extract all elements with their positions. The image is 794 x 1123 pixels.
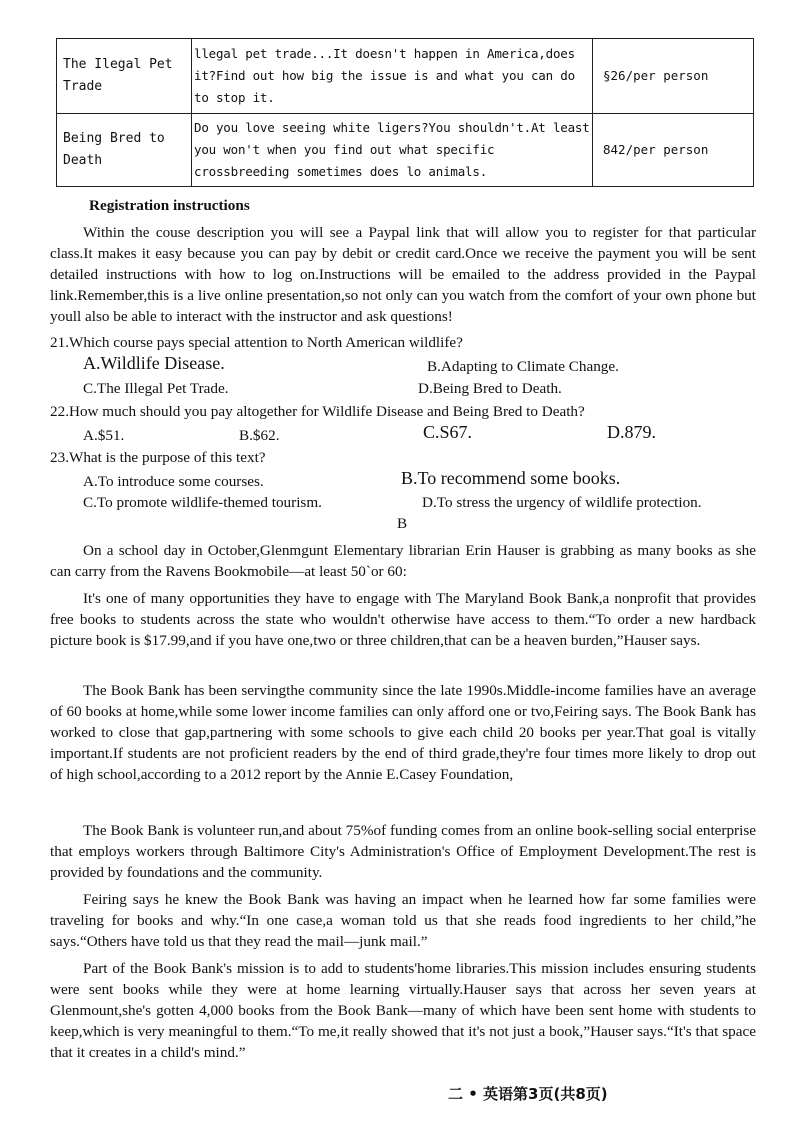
- passage-paragraph: The Book Bank is volunteer run,and about 75%of funding comes from an online book-selling social enterprise that employs workers through Baltimore City's Administration's Office of Employment Development.The rest is provided by foundations and the community.: [50, 822, 756, 881]
- course-row: [57, 39, 754, 114]
- registration-body: Within the couse description you will see a Paypal link that will allow you to register for that particular class.It makes it easy because you can pay by debit or credit card.Once we receive the payment you will be sent detailed instructions with how to log on.Instructions will be emailed to the address provided in the Paypal link.Remember,this is a live online presentation,so not only can you watch from the comfort of your own phone but youll also be able to interact with the instructor and ask questions!: [50, 224, 756, 325]
- course-description: llegal pet trade...It doesn't happen in America,does it?Find out how big the issue is and what you can do to stop it.: [192, 39, 593, 114]
- page-footer: 二 • 英语第3页(共8页): [448, 1085, 608, 1103]
- question-22-option-c: C.S67.: [423, 422, 473, 442]
- passage-paragraph: Part of the Book Bank's mission is to add to students'home libraries.This mission includes ensuring students were sent books while they were at home learning virtually.Hauser says that across her seven years at Glenmount,she's gotten 4,000 books from the Book Bank—many of which have been sent home with students to keep,which is very meaningful to them.“To me,it really showed that it's not just a book,”Hauser says.“It's that space that it creates in a child's mind.”: [50, 960, 756, 1061]
- question-22-option-a: A.$51.: [83, 427, 125, 444]
- section-label: B: [397, 515, 408, 532]
- course-row: [57, 114, 754, 187]
- question-23-option-c: C.To promote wildlife-themed tourism.: [83, 494, 322, 511]
- question-21-option-c: C.The Illegal Pet Trade.: [83, 380, 229, 397]
- question-23-stem: 23.What is the purpose of this text?: [50, 449, 266, 466]
- passage-paragraph: It's one of many opportunities they have to engage with The Maryland Book Bank,a nonprofit that provides free books to students across the state who wouldn't otherwise have access to them.“To order a new hardback picture book is $17.99,and if you have one,two or three children,that can be a heaven burden,”Hauser says.: [50, 590, 756, 649]
- question-22-option-d: D.879.: [607, 422, 656, 442]
- course-name: Being Bred to Death: [57, 114, 192, 187]
- question-22-stem: 22.How much should you pay altogether for Wildlife Disease and Being Bred to Death?: [50, 403, 585, 420]
- question-21-stem: 21.Which course pays special attention to North American wildlife?: [50, 334, 463, 351]
- passage-paragraph: On a school day in October,Glenmgunt Elementary librarian Erin Hauser is grabbing as many books as she can carry from the Ravens Bookmobile—at least 50`or 60:: [50, 542, 756, 580]
- question-22-option-b: B.$62.: [239, 427, 280, 444]
- question-21-option-b: B.Adapting to Climate Change.: [427, 358, 619, 375]
- question-23-option-b: B.To recommend some books.: [401, 468, 621, 488]
- question-21-option-d: D.Being Bred to Death.: [418, 380, 562, 397]
- course-price: 842/per person: [593, 114, 754, 187]
- course-name: The Ilegal Pet Trade: [57, 39, 192, 114]
- registration-heading: Registration instructions: [89, 197, 250, 214]
- course-price: §26/per person: [593, 39, 754, 114]
- question-23-option-a: A.To introduce some courses.: [83, 473, 264, 490]
- passage-paragraph: Feiring says he knew the Book Bank was having an impact when he learned how far some families were traveling for books and why.“In one case,a woman told us that she reads food ingredients to her child,”he says.“Others have told us that they read the mail—junk mail.”: [50, 891, 756, 950]
- course-table: [56, 38, 754, 187]
- passage-paragraph: The Book Bank has been servingthe community since the late 1990s.Middle-income families have an average of 60 books at home,while some lower income families can only afford one or tvo,Feiring says. The Book Bank has worked to close that gap,partnering with some schools to give each child 20 books per year.That goal is vitally important.If students are not proficient readers by the end of third grade,they're four times more likely to drop out of high school,according to a 2012 report by the Annie E.Casey Foundation,: [50, 682, 756, 783]
- course-description: Do you love seeing white ligers?You shouldn't.At least you won't when you find out what specific crossbreeding sometimes does lo animals.: [192, 114, 593, 187]
- question-23-option-d: D.To stress the urgency of wildlife protection.: [422, 494, 702, 511]
- question-21-option-a: A.Wildlife Disease.: [83, 353, 225, 373]
